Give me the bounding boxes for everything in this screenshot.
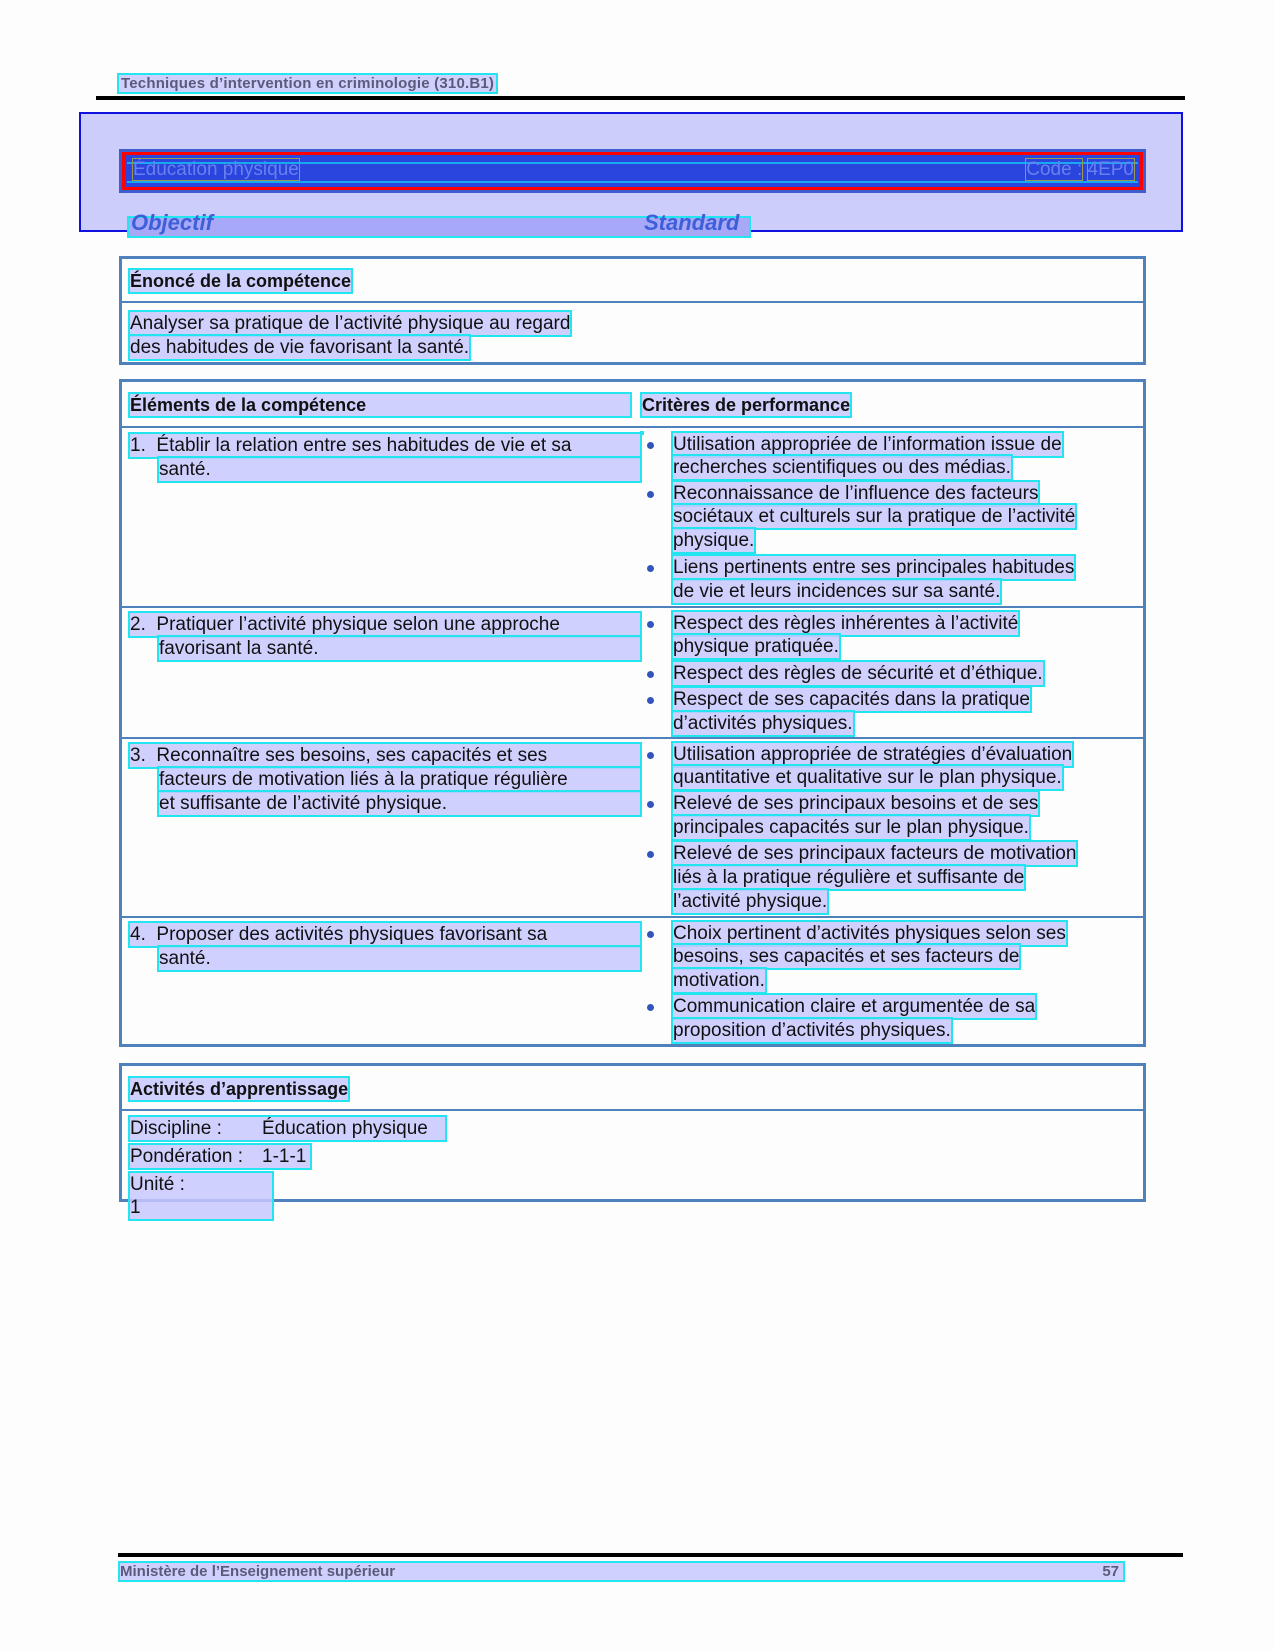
- element-text: Proposer des activités physiques favorisant sa: [156, 924, 548, 945]
- course-code: [1026, 160, 1134, 180]
- course-title-text: Éducation physique: [133, 159, 299, 180]
- bullet-icon: [647, 442, 654, 449]
- element-line: santé.: [159, 947, 640, 970]
- bullet-icon: [647, 1004, 654, 1011]
- bullet-icon: [647, 565, 654, 572]
- field-value: 1: [130, 1197, 141, 1218]
- bullet-icon: [647, 621, 654, 628]
- element-line: [130, 613, 640, 636]
- bullet-icon: [647, 931, 654, 938]
- criterion-line: Respect des règles de sécurité et d’éthique.: [673, 663, 1043, 684]
- learning-activities-panel: [119, 1063, 1146, 1218]
- element-line: favorisant la santé.: [159, 637, 640, 660]
- field-unite: [130, 1173, 272, 1219]
- criterion-line: principales capacités sur le plan physique.: [673, 817, 1029, 838]
- bullet-icon: [647, 491, 654, 498]
- element-line: facteurs de motivation liés à la pratique régulière: [159, 768, 640, 791]
- bullet-icon: [647, 801, 654, 808]
- running-header: Techniques d’intervention en criminologie (310.B1): [121, 75, 495, 92]
- criterion-line: Communication claire et argumentée de sa: [673, 996, 1036, 1017]
- field-value: 1-1-1: [262, 1146, 307, 1167]
- footer-ministry: Ministère de l’Enseignement supérieur: [120, 1563, 396, 1580]
- element-number: 3.: [130, 745, 146, 766]
- criterion-line: Respect des règles inhérentes à l’activité: [673, 613, 1019, 634]
- bullet-icon: [647, 671, 654, 678]
- bullet-icon: [647, 752, 654, 759]
- field-label: Discipline :: [130, 1118, 222, 1139]
- element-line: [130, 434, 640, 457]
- element-number: 2.: [130, 614, 146, 635]
- criterion-line: de vie et leurs incidences sur sa santé.: [673, 581, 1001, 602]
- competence-statement-line: des habitudes de vie favorisant la santé.: [130, 337, 470, 358]
- criterion-line: physique pratiquée.: [673, 636, 839, 657]
- bullet-icon: [647, 697, 654, 704]
- criterion-line: physique.: [673, 530, 755, 551]
- criterion-line: Reconnaissance de l’influence des facteurs: [673, 483, 1039, 504]
- criterion-line: sociétaux et culturels sur la pratique de l’activité: [673, 506, 1076, 527]
- element-text: Reconnaître ses besoins, ses capacités et ses: [156, 745, 548, 766]
- divider: [122, 301, 1143, 303]
- criterion-line: Liens pertinents entre ses principales habitudes: [673, 557, 1075, 578]
- competence-statement-panel: [119, 256, 1146, 365]
- field-discipline: [130, 1117, 445, 1140]
- field-value: Éducation physique: [262, 1118, 428, 1139]
- criterion-line: d’activités physiques.: [673, 713, 853, 734]
- field-label: Pondération :: [130, 1146, 244, 1167]
- divider: [122, 1109, 1143, 1111]
- criterion-line: Choix pertinent d’activités physiques selon ses: [673, 923, 1066, 944]
- criterion-line: quantitative et qualitative sur le plan physique.: [673, 767, 1062, 788]
- criterion-line: besoins, ses capacités et ses facteurs de: [673, 946, 1020, 967]
- element-line: [130, 744, 640, 767]
- criterion-line: recherches scientifiques ou des médias.: [673, 457, 1011, 478]
- footer-rule: [118, 1553, 1183, 1557]
- competence-statement-heading: Énoncé de la compétence: [130, 271, 352, 291]
- col-header-criteria: Critères de performance: [642, 395, 851, 415]
- element-line: et suffisante de l’activité physique.: [159, 792, 640, 815]
- objective-label: Objectif: [131, 210, 213, 235]
- criterion-line: Relevé de ses principaux besoins et de ses: [673, 793, 1039, 814]
- element-line: santé.: [159, 458, 640, 481]
- field-ponderation: [130, 1145, 310, 1168]
- element-text: Pratiquer l’activité physique selon une approche: [156, 614, 560, 635]
- page-footer: [120, 1563, 1123, 1580]
- element-line: [130, 923, 640, 946]
- course-title: [133, 160, 299, 180]
- divider: [122, 606, 1143, 608]
- bullet-icon: [647, 851, 654, 858]
- course-title-bar: [119, 149, 1146, 193]
- standard-label: Standard: [644, 210, 740, 235]
- col-header-elements: Éléments de la compétence: [130, 394, 630, 416]
- criterion-line: proposition d’activités physiques.: [673, 1020, 951, 1041]
- competence-statement-line: Analyser sa pratique de l’activité physique au regard: [130, 313, 571, 334]
- learning-activities-heading: Activités d’apprentissage: [130, 1079, 349, 1099]
- criterion-line: Utilisation appropriée de l’information issue de: [673, 434, 1062, 455]
- criterion-line: l’activité physique.: [673, 891, 828, 912]
- field-label: Unité :: [130, 1174, 185, 1195]
- course-code-value: 4EP0: [1087, 159, 1134, 180]
- element-number: 4.: [130, 924, 146, 945]
- page-number: 57: [1102, 1563, 1119, 1580]
- divider: [122, 737, 1143, 739]
- divider: [122, 916, 1143, 918]
- criterion-line: Respect de ses capacités dans la pratique: [673, 689, 1030, 710]
- course-code-label: Code :: [1026, 159, 1083, 180]
- course-title-frame: [122, 152, 1143, 190]
- element-text: Établir la relation entre ses habitudes de vie et sa: [156, 435, 572, 456]
- criterion-line: motivation.: [673, 970, 765, 991]
- element-number: 1.: [130, 435, 146, 456]
- divider: [122, 426, 1143, 428]
- criterion-line: Utilisation appropriée de stratégies d’évaluation: [673, 744, 1073, 765]
- header-rule: [96, 96, 1185, 100]
- criterion-line: liés à la pratique régulière et suffisante de: [673, 867, 1025, 888]
- elements-criteria-table: [119, 379, 1146, 1047]
- criterion-line: Relevé de ses principaux facteurs de motivation: [673, 843, 1077, 864]
